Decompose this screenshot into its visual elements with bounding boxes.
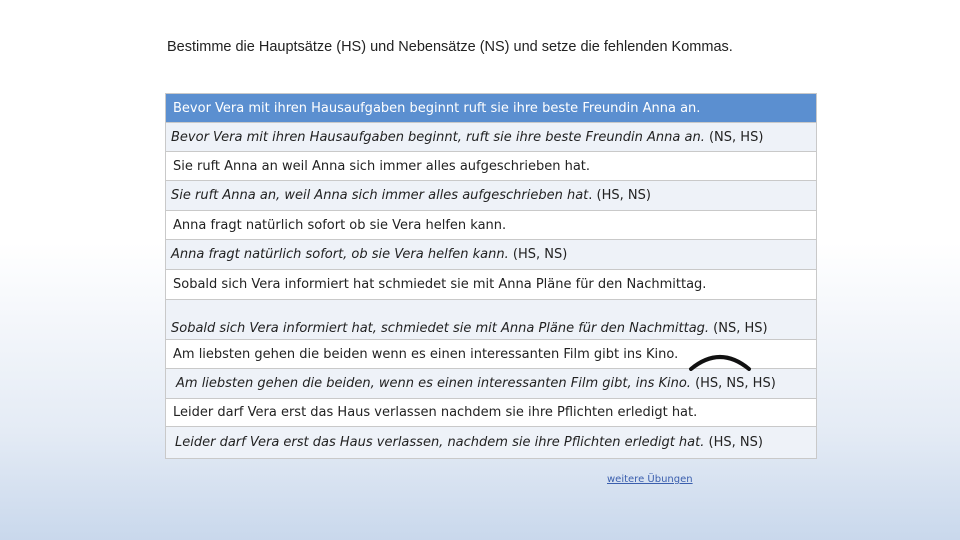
table-row-task-6 <box>166 399 816 427</box>
answer-sentence: Bevor Vera mit ihren Hausaufgaben beginnt, ruft sie ihre beste Freundin Anna an. (NS, HS) <box>171 129 764 145</box>
task-sentence: Am liebsten gehen die beiden wenn es einen interessanten Film gibt ins Kino. <box>173 346 679 362</box>
exercise-instruction: Bestimme die Hauptsätze (HS) und Nebensätze (NS) und setze die fehlenden Kommas. <box>167 39 733 55</box>
table-row-answer-5 <box>166 369 816 399</box>
table-row-answer-1 <box>166 123 816 152</box>
table-row-task-1 <box>166 94 816 123</box>
answer-sentence: Sobald sich Vera informiert hat, schmiedet sie mit Anna Pläne für den Nachmittag. (NS, HS) <box>171 321 768 336</box>
table-row-answer-2 <box>166 181 816 211</box>
table-row-answer-6 <box>166 427 816 458</box>
answer-sentence: Anna fragt natürlich sofort, ob sie Vera helfen kann. (HS, NS) <box>171 247 568 262</box>
table-row-answer-4 <box>166 300 816 340</box>
task-sentence: Anna fragt natürlich sofort ob sie Vera helfen kann. <box>173 217 507 233</box>
clause-tag: (HS, NS) <box>704 435 763 450</box>
bracket-arc-icon <box>688 349 752 371</box>
answer-sentence: Leider darf Vera erst das Haus verlassen, nachdem sie ihre Pflichten erledigt hat. (HS, NS) <box>175 435 763 450</box>
more-exercises-link[interactable]: weitere Übungen <box>607 474 693 485</box>
exercise-table <box>165 93 817 459</box>
task-sentence: Sobald sich Vera informiert hat schmiedet sie mit Anna Pläne für den Nachmittag. <box>173 277 707 292</box>
answer-sentence: Am liebsten gehen die beiden, wenn es einen interessanten Film gibt, ins Kino. (HS, NS, HS) <box>176 376 776 391</box>
table-row-task-3 <box>166 211 816 240</box>
table-row-answer-3 <box>166 240 816 270</box>
answer-sentence: Sie ruft Anna an, weil Anna sich immer alles aufgeschrieben hat. (HS, NS) <box>171 188 651 203</box>
table-row-task-4 <box>166 270 816 300</box>
clause-tag: . (HS, NS) <box>588 188 651 203</box>
clause-tag: (NS, HS) <box>704 129 764 145</box>
clause-tag: (HS, NS) <box>508 247 568 262</box>
task-sentence: Bevor Vera mit ihren Hausaufgaben beginnt ruft sie ihre beste Freundin Anna an. <box>173 100 701 116</box>
task-sentence: Leider darf Vera erst das Haus verlassen nachdem sie ihre Pflichten erledigt hat. <box>173 405 698 420</box>
task-sentence: Sie ruft Anna an weil Anna sich immer alles aufgeschrieben hat. <box>173 158 591 174</box>
clause-tag: (HS, NS, HS) <box>690 376 776 391</box>
table-row-task-2 <box>166 152 816 181</box>
clause-tag: (NS, HS) <box>709 321 768 336</box>
